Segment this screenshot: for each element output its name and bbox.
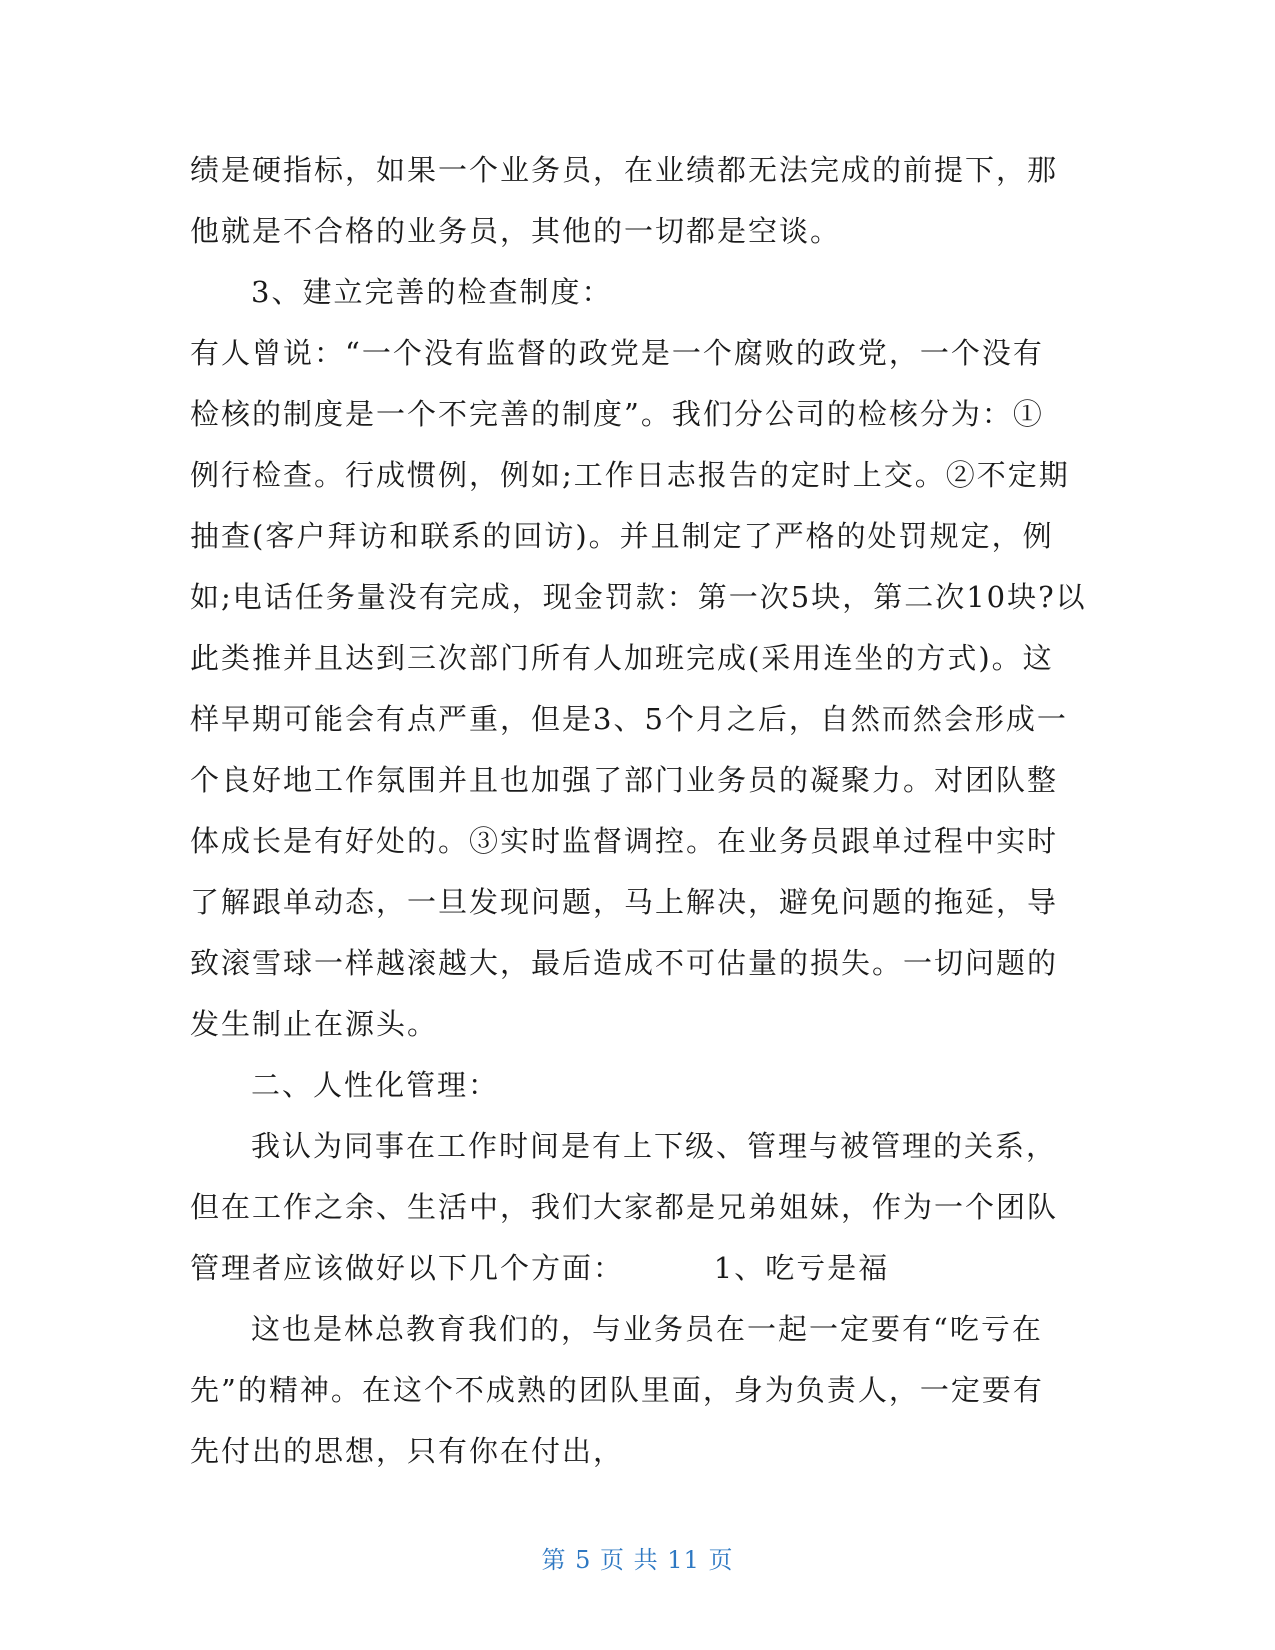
- text-line: 例行检查。行成惯例，例如;工作日志报告的定时上交。②不定期: [190, 458, 1070, 492]
- text-line: 管理者应该做好以下几个方面： 1、吃亏是福: [190, 1251, 890, 1285]
- section-heading: 3、建立完善的检查制度：: [251, 275, 613, 309]
- page-footer: [0, 1540, 1275, 1575]
- document-body: [190, 140, 1087, 1482]
- text-line: 绩是硬指标，如果一个业务员，在业绩都无法完成的前提下，那: [190, 153, 1059, 187]
- text-line: 这也是林总教育我们的，与业务员在一起一定要有“吃亏在: [251, 1312, 1043, 1346]
- text-line: 样早期可能会有点严重，但是3、5个月之后，自然而然会形成一: [190, 702, 1068, 736]
- text-line: 先”的精神。在这个不成熟的团队里面，身为负责人，一定要有: [190, 1373, 1044, 1407]
- text-line: 先付出的思想，只有你在付出，: [190, 1434, 625, 1468]
- text-line: 有人曾说：“一个没有监督的政党是一个腐败的政党，一个没有: [190, 336, 1044, 370]
- text-line: 我认为同事在工作时间是有上下级、管理与被管理的关系，: [251, 1129, 1058, 1163]
- text-line: 致滚雪球一样越滚越大，最后造成不可估量的损失。一切问题的: [190, 946, 1059, 980]
- text-line: 个良好地工作氛围并且也加强了部门业务员的凝聚力。对团队整: [190, 763, 1059, 797]
- text-line: 此类推并且达到三次部门所有人加班完成(采用连坐的方式)。这: [190, 641, 1054, 675]
- text-line: 了解跟单动态，一旦发现问题，马上解决，避免问题的拖延，导: [190, 885, 1059, 919]
- text-line: 抽查(客户拜访和联系的回访)。并且制定了严格的处罚规定，例: [190, 519, 1054, 553]
- text-line: 他就是不合格的业务员，其他的一切都是空谈。: [190, 214, 842, 248]
- text-line: 检核的制度是一个不完善的制度”。我们分公司的检核分为：①: [190, 397, 1044, 431]
- text-line: 但在工作之余、生活中，我们大家都是兄弟姐妹，作为一个团队: [190, 1190, 1059, 1224]
- text-line: 体成长是有好处的。③实时监督调控。在业务员跟单过程中实时: [190, 824, 1059, 858]
- text-line: 如;电话任务量没有完成，现金罚款：第一次5块，第二次10块?以: [190, 580, 1087, 614]
- section-heading: 二、人性化管理：: [251, 1068, 500, 1102]
- page-number-label: 第 5 页 共 11 页: [541, 1546, 734, 1574]
- text-line: 发生制止在源头。: [190, 1007, 439, 1041]
